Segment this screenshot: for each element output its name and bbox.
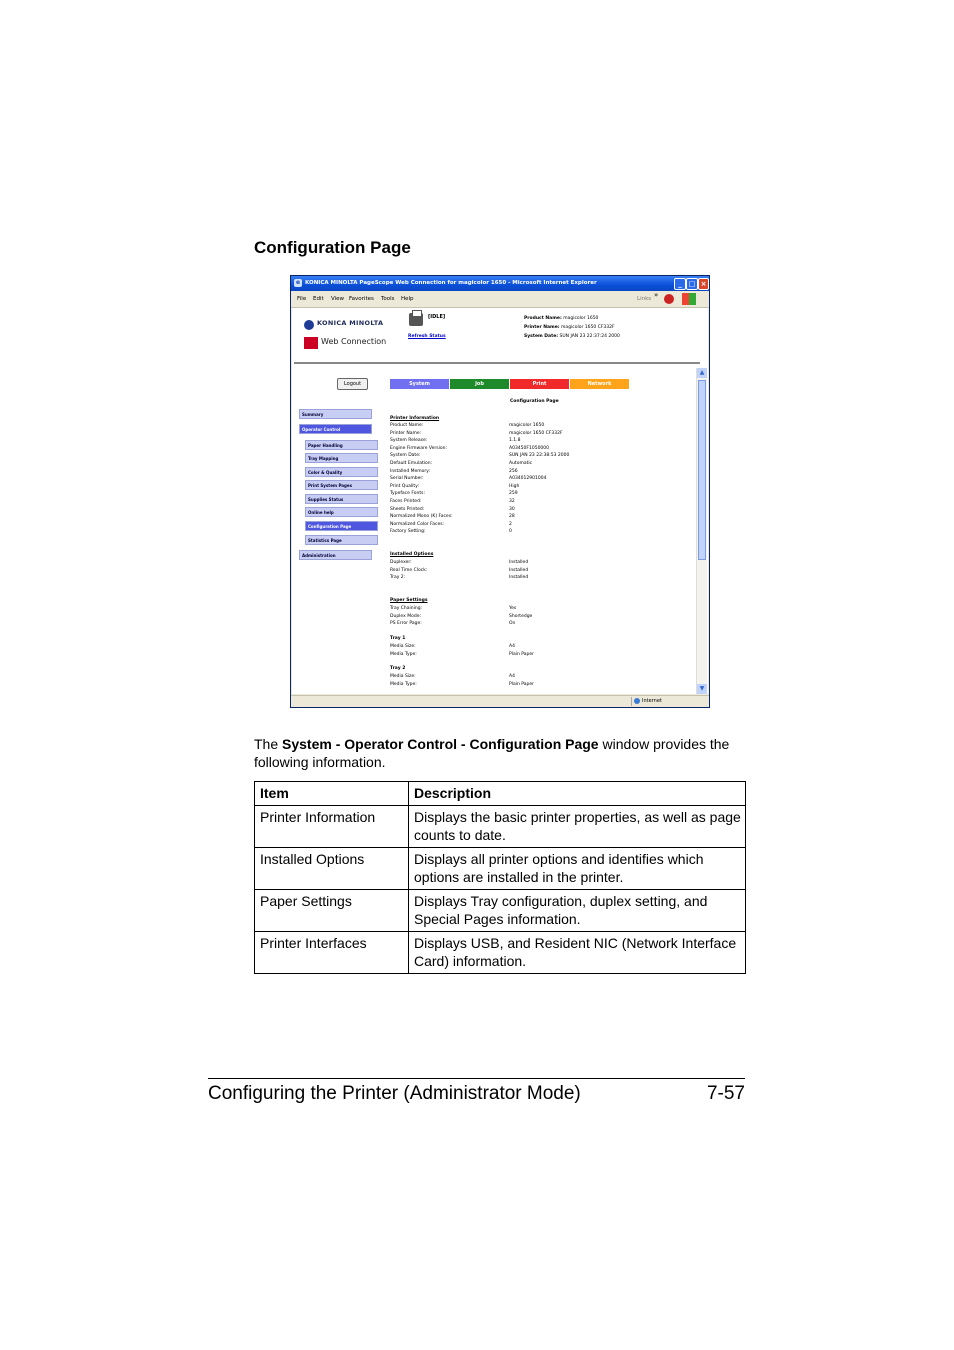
kv-row	[390, 461, 533, 466]
column-header-description: Description	[409, 782, 746, 806]
close-icon[interactable]: ×	[698, 278, 709, 290]
kv-label: Media Type:	[390, 681, 417, 687]
kv-label: Engine Firmware Version:	[390, 445, 447, 451]
zone-label: Internet	[642, 698, 662, 704]
kv-row	[390, 476, 547, 482]
kv-value: Plain Paper	[509, 681, 534, 687]
tab-print[interactable]: Print	[510, 379, 569, 389]
kv-value: Installed	[509, 560, 529, 565]
kv-value: Automatic	[509, 461, 533, 466]
tab-network[interactable]: Network	[570, 379, 629, 389]
kv-label: Installed Memory:	[390, 468, 431, 474]
kv-label: System Date:	[390, 453, 421, 459]
refresh-status-link[interactable]: Refresh Status	[408, 334, 446, 339]
kv-value: High	[509, 483, 520, 489]
nav-administration[interactable]: Administration	[299, 550, 372, 560]
kv-label: Tray Chaining:	[390, 606, 423, 611]
kv-row	[390, 529, 512, 535]
kv-row	[390, 445, 550, 451]
pagescope-label: Web Connection	[321, 337, 387, 346]
tab-job[interactable]: Job	[450, 379, 509, 389]
kv-label: Typeface Fonts:	[390, 491, 426, 497]
nav-tray-mapping[interactable]: Tray Mapping	[305, 453, 378, 463]
kv-label: System Release:	[390, 438, 428, 444]
menu-file[interactable]: File	[297, 296, 307, 302]
kv-label: Media Size:	[390, 674, 416, 679]
kv-value: 1.1.8	[509, 438, 521, 444]
kv-row	[390, 453, 570, 459]
tab-system[interactable]: System	[390, 379, 449, 389]
kv-value: magicolor 1650 CF332F	[509, 430, 563, 436]
kv-value: On	[509, 621, 516, 627]
intro-prefix: The	[254, 736, 283, 752]
configuration-page-title: Configuration Page	[510, 399, 559, 404]
table-cell-description: Displays USB, and Resident NIC (Network Interface Card) information.	[409, 932, 746, 974]
column-header-item: Item	[255, 782, 409, 806]
menu-bar	[291, 291, 709, 308]
table-cell-item: Printer Information	[255, 806, 409, 848]
kv-value: Yes	[509, 606, 517, 611]
footer-divider	[208, 1078, 745, 1079]
kv-row	[390, 514, 515, 520]
scroll-down-icon[interactable]: ▼	[697, 684, 707, 694]
printer-status: [IDLE]	[428, 314, 446, 320]
kv-label: Sheets Printed:	[390, 506, 425, 512]
printer-name-value: magicolor 1650 CF332F	[561, 325, 615, 330]
browser-window	[290, 275, 710, 708]
kv-value: Plain Paper	[509, 651, 534, 657]
kv-row	[390, 613, 533, 619]
kv-value: Installed	[509, 575, 529, 581]
kv-label: Faces Printed:	[390, 499, 422, 504]
kv-value: SUN JAN 23 22:38:53 2000	[509, 453, 570, 459]
kv-label: Normalized Mono (K) Faces:	[390, 514, 453, 520]
kv-label: Normalized Color Faces:	[390, 521, 445, 527]
kv-label: Factory Setting:	[390, 529, 426, 535]
kv-row	[390, 651, 534, 657]
window-title: KONICA MINOLTA PageScope Web Connection for magicolor 1650 - Microsoft Internet Explorer	[305, 280, 597, 286]
kv-value: 30	[509, 506, 515, 512]
kv-label: Tray 2:	[390, 575, 406, 581]
product-name-label: Product Name:	[524, 316, 562, 321]
kv-row	[390, 575, 529, 581]
kv-value: A03450F1050000	[509, 445, 550, 451]
kv-row	[390, 560, 529, 565]
intro-bold: System - Operator Control - Configuration Page	[282, 736, 599, 752]
kv-value: 259	[509, 491, 518, 497]
kv-value: A034012901004	[509, 476, 547, 482]
header-divider	[294, 362, 700, 364]
footer-chapter-title: Configuring the Printer (Administrator Mode)	[208, 1083, 581, 1104]
kv-value: magicolor 1650	[509, 423, 545, 428]
kv-row	[390, 621, 516, 627]
kv-label: Product Name:	[390, 423, 424, 428]
konica-minolta-logo-icon	[304, 320, 314, 330]
tray2-heading: Tray 2	[390, 666, 406, 671]
intro-paragraph	[254, 735, 754, 771]
chevron-icon[interactable]: »	[654, 291, 659, 299]
nav-statistics-page[interactable]: Statistics Page	[305, 535, 378, 545]
table-header-row	[255, 782, 746, 806]
table-row	[255, 932, 746, 974]
kv-label: PS Error Page:	[390, 621, 422, 627]
kv-row	[390, 468, 518, 474]
nav-paper-handling[interactable]: Paper Handling	[305, 440, 378, 450]
system-date-label: System Date:	[524, 334, 559, 339]
nav-print-system-pages[interactable]: Print System Pages	[305, 480, 378, 490]
menu-view[interactable]: View	[331, 296, 345, 302]
kv-label: Default Emulation:	[390, 461, 433, 466]
kv-value: A4	[509, 644, 515, 649]
maximize-icon[interactable]: □	[686, 278, 698, 290]
kv-row	[390, 430, 563, 436]
vertical-scrollbar[interactable]	[696, 368, 707, 694]
kv-label: Media Type:	[390, 651, 417, 657]
tray1-heading: Tray 1	[390, 636, 406, 641]
nav-color-quality[interactable]: Color & Quality	[305, 467, 378, 477]
kv-value: Installed	[509, 567, 529, 573]
kv-row	[390, 499, 515, 504]
paper-settings-heading: Paper Settings	[390, 598, 428, 603]
kv-row	[390, 491, 518, 497]
table-row	[255, 848, 746, 890]
status-bar	[291, 695, 709, 708]
kv-value: 256	[509, 468, 518, 474]
kv-row	[390, 606, 517, 611]
logout-button[interactable]: Logout	[337, 378, 368, 390]
menu-help[interactable]: Help	[401, 296, 414, 302]
kv-label: Serial Number:	[390, 476, 424, 482]
security-zone	[631, 697, 662, 706]
kv-label: Media Size:	[390, 644, 416, 649]
links-button[interactable]: Links	[637, 296, 652, 302]
table-cell-item: Installed Options	[255, 848, 409, 890]
kv-row	[390, 681, 534, 687]
table-row	[255, 890, 746, 932]
kv-row	[390, 506, 515, 512]
nav-online-help[interactable]: Online help	[305, 507, 378, 517]
kv-value: 2	[509, 521, 512, 527]
kv-value: A4	[509, 674, 515, 679]
system-date-value: SUN JAN 23 22:37:24 2000	[559, 334, 620, 339]
kv-label: Print Quality:	[390, 483, 420, 489]
kv-row	[390, 644, 515, 649]
table-cell-description: Displays Tray configuration, duplex setting, and Special Pages information.	[409, 890, 746, 932]
kv-value: 32	[509, 499, 515, 504]
scroll-thumb[interactable]	[698, 380, 706, 560]
nav-supplies-status[interactable]: Supplies Status	[305, 494, 378, 504]
menu-edit[interactable]: Edit	[313, 296, 324, 302]
printer-name-label: Printer Name:	[524, 325, 560, 330]
table-row	[255, 806, 746, 848]
table-cell-description: Displays all printer options and identifies which options are installed in the printer.	[409, 848, 746, 890]
minimize-icon[interactable]: _	[674, 278, 686, 290]
menu-favorites[interactable]: Favorites	[349, 296, 374, 302]
product-name-value: magicolor 1650	[563, 316, 599, 321]
installed-options-heading: Installed Options	[390, 552, 434, 557]
toolbar-icon[interactable]	[664, 294, 674, 304]
nav-configuration-page[interactable]: Configuration Page	[305, 521, 378, 531]
pagescope-logo-icon	[304, 337, 318, 349]
table-cell-item: Paper Settings	[255, 890, 409, 932]
printer-icon	[409, 313, 423, 326]
window-title-bar[interactable]	[291, 276, 709, 291]
kv-value: 28	[509, 514, 515, 520]
header-info	[524, 314, 620, 341]
kv-row	[390, 521, 512, 527]
kv-label: Printer Name:	[390, 430, 422, 436]
page-content	[292, 308, 708, 694]
intro-suffix: window provides the following information.	[254, 736, 730, 770]
printer-information-heading: Printer Information	[390, 416, 440, 421]
table-cell-description: Displays the basic printer properties, as well as page counts to date.	[409, 806, 746, 848]
kv-row	[390, 567, 529, 573]
globe-icon	[634, 698, 640, 704]
info-table	[254, 781, 746, 974]
kv-value: Shortedge	[509, 613, 533, 619]
menu-tools[interactable]: Tools	[381, 296, 395, 302]
kv-row	[390, 674, 515, 679]
ie-icon: e	[295, 279, 301, 286]
nav-summary[interactable]: Summary	[299, 409, 372, 419]
kv-value: 0	[509, 529, 512, 535]
table-cell-item: Printer Interfaces	[255, 932, 409, 974]
nav-operator-control[interactable]: Operator Control	[299, 424, 372, 434]
kv-label: Real Time Clock:	[390, 567, 428, 573]
kv-row	[390, 423, 545, 428]
kv-row	[390, 438, 521, 444]
windows-logo-icon	[682, 293, 696, 305]
footer-page-number: 7-57	[706, 1083, 745, 1104]
section-title: Configuration Page	[254, 238, 411, 257]
brand-name: KONICA MINOLTA	[317, 319, 384, 327]
kv-row	[390, 483, 520, 489]
kv-label: Duplex Mode:	[390, 613, 421, 619]
scroll-up-icon[interactable]: ▲	[697, 368, 707, 378]
kv-label: Duplexer:	[390, 560, 412, 565]
